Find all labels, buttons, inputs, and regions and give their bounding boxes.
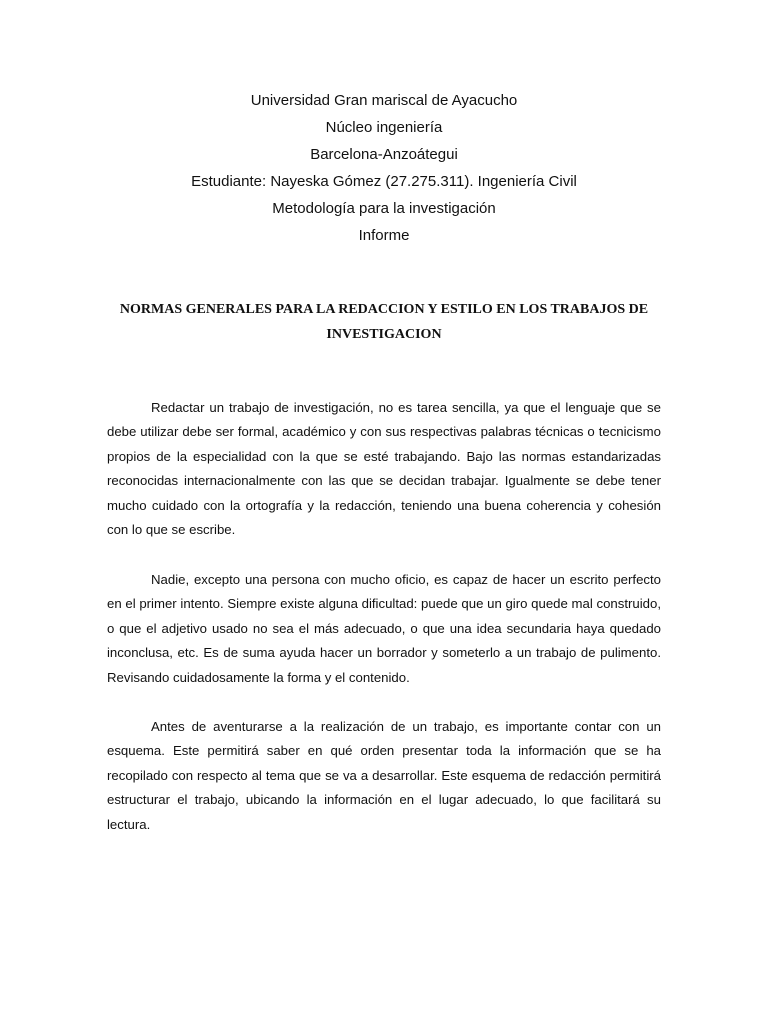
course-name: Metodología para la investigación	[272, 200, 496, 217]
document-header	[0, 87, 768, 249]
paragraph-3: Antes de aventurarse a la realización de un trabajo, es importante contar con un esquema. Este permitirá saber en qué orden presentar toda la información que se ha recopilado con respecto al tema que se va a desarrollar. Este esquema de redacción permitirá estructurar el trabajo, ubicando la información en el lugar adecuado, lo que facilitará su lectura.	[107, 719, 661, 832]
university-name: Universidad Gran mariscal de Ayacucho	[250, 92, 518, 109]
document-title: NORMAS GENERALES PARA LA REDACCION Y ESTILO EN LOS TRABAJOS DE INVESTIGACION	[119, 302, 649, 342]
student-info: Estudiante: Nayeska Gómez (27.275.311). Ingeniería Civil	[191, 173, 577, 190]
faculty-name: Núcleo ingeniería	[325, 119, 443, 136]
paragraph-1: Redactar un trabajo de investigación, no es tarea sencilla, ya que el lenguaje que se debe utilizar debe ser formal, académico y con sus respectivas palabras técnicas o tecnicismo propios de la especialidad con la que se esté trabajando. Bajo las normas estandarizadas reconocidas internacionalmente con las que se decidan trabajar. Igualmente se debe tener mucho cuidado con la ortografía y la redacción, teniendo una buena coherencia y cohesión con lo que se escribe.	[107, 400, 661, 538]
location: Barcelona-Anzoátegui	[310, 146, 458, 163]
paragraph-2: Nadie, excepto una persona con mucho oficio, es capaz de hacer un escrito perfecto en el primer intento. Siempre existe alguna dificultad: puede que un giro quede mal construido, o que el adjetivo usado no sea el más adecuado, o que una idea secundaria haya quedado inconclusa, etc. Es de suma ayuda hacer un borrador y someterlo a un trabajo de pulimento. Revisando cuidadosamente la forma y el contenido.	[107, 572, 661, 685]
document-type: Informe	[358, 227, 410, 244]
